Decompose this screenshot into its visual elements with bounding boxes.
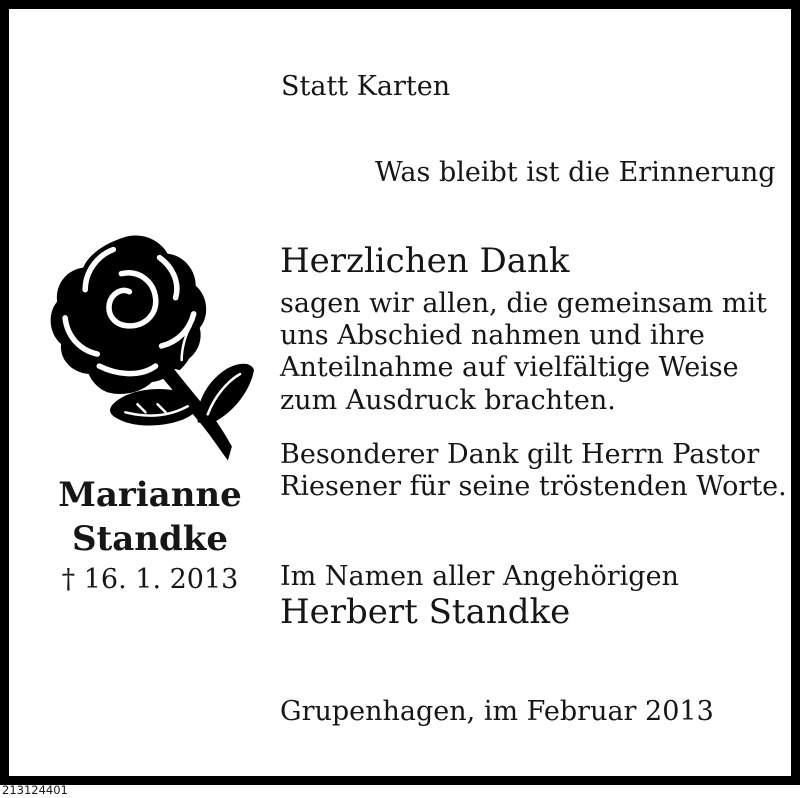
rose-icon xyxy=(41,233,257,463)
thanks-line: sagen wir allen, die gemeinsam mit xyxy=(280,288,767,319)
pastor-paragraph xyxy=(280,439,787,503)
thanks-paragraph xyxy=(280,288,767,417)
headline-text: Herzlichen Dank xyxy=(280,241,570,281)
place-date-line: Grupenhagen, im Februar 2013 xyxy=(280,696,714,727)
thanks-line: zum Ausdruck brachten. xyxy=(280,384,616,416)
death-date: † 16. 1. 2013 xyxy=(61,564,239,595)
thanks-line: uns Abschied nahmen und ihre xyxy=(280,320,705,352)
reference-number: 213124401 xyxy=(2,783,68,797)
signatory-name: Herbert Standke xyxy=(280,592,571,632)
pre-header-text: Statt Karten xyxy=(281,71,451,102)
deceased-last-name: Standke xyxy=(72,519,228,559)
deceased-block xyxy=(37,473,263,595)
deceased-first-name: Marianne xyxy=(58,475,242,515)
epigraph-text: Was bleibt ist die Erinnerung xyxy=(375,157,776,188)
family-line-text: Im Namen aller Angehörigen xyxy=(280,561,679,592)
pastor-line: Besonderer Dank gilt Herrn Pastor xyxy=(280,439,760,470)
thanks-line: Anteilnahme auf vielfältige Weise xyxy=(280,352,739,384)
pastor-line: Riesener für seine tröstenden Worte. xyxy=(280,471,787,503)
